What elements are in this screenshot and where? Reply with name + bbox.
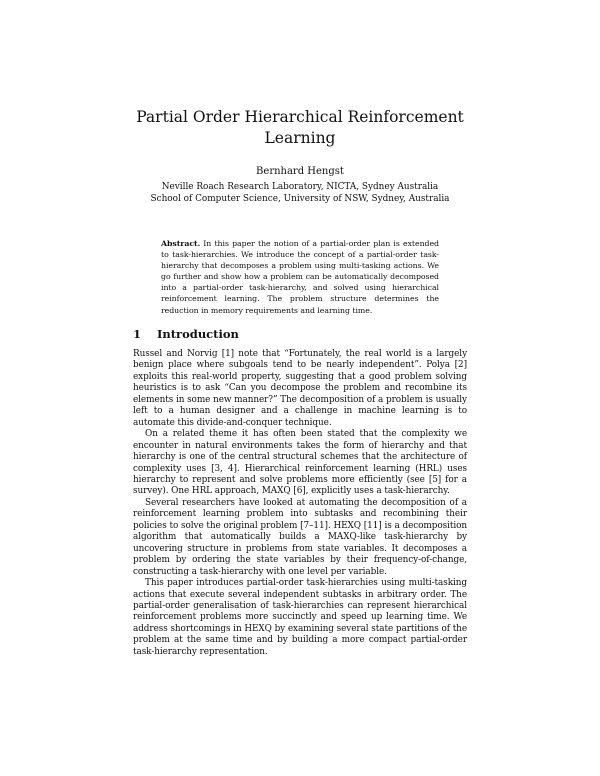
section-heading bbox=[133, 327, 239, 341]
paper-title: Partial Order Hierarchical Reinforcement Learning bbox=[136, 108, 464, 147]
affiliation-line: Neville Roach Research Laboratory, NICTA, Sydney Australia bbox=[161, 182, 439, 192]
section-number: 1 bbox=[133, 327, 142, 341]
abstract-text: In this paper the notion of a partial-order plan is extended to task-hierarchies. We introduce the concept of a partial-order task-hierarchy that decomposes a problem using multi-tasking actions. We go further and show how a problem can be automatically decomposed into a partial-order task-hierarchy, and solved using hierarchical reinforcement learning. The problem structure determines the reduction in memory requirements and learning time. bbox=[161, 239, 439, 315]
abstract bbox=[161, 238, 439, 316]
body-paragraph: On a related theme it has often been stated that the complexity we encounter in natural environments takes the form of hierarchy and that hierarchy is one of the central structural schemes that the architecture of complexity uses [3, 4]. Hierarchical reinforcement learning (HRL) uses hierarchy to represent and solve problems more efficiently (see [5] for a survey). One HRL approach, MAXQ [6], explicitly uses a task-hierarchy. bbox=[133, 429, 467, 497]
section-title: Introduction bbox=[157, 327, 239, 341]
affiliations bbox=[120, 181, 480, 205]
section-body bbox=[133, 349, 467, 658]
body-paragraph: Several researchers have looked at automating the decomposition of a reinforcement learning problem into subtasks and recombining their policies to solve the original problem [7–11]. HEXQ [11] is a decomposition algorithm that automatically builds a MAXQ-like task-hierarchy by uncovering structure in problems from state variables. It decomposes a problem by ordering the state variables by their frequency-of-change, constructing a task-hierarchy with one level per variable. bbox=[133, 497, 467, 577]
body-paragraph: This paper introduces partial-order task-hierarchies using multi-tasking actions that execute several independent subtasks in arbitrary order. The partial-order generalisation of task-hierarchies can represent hierarchical reinforcement problems more succinctly and speed up learning time. We address shortcomings in HEXQ by examining several state partitions of the problem at the same time and by building a more compact partial-order task-hierarchy representation. bbox=[133, 578, 467, 657]
author-name: Bernhard Hengst bbox=[256, 166, 344, 177]
affiliation-line: School of Computer Science, University of NSW, Sydney, Australia bbox=[150, 194, 450, 205]
abstract-label: Abstract. bbox=[161, 239, 201, 248]
body-paragraph: Russel and Norvig [1] note that “Fortunately, the real world is a largely benign place where subgoals tend to be nearly independent”. Polya [2] exploits this real-world property, suggesting that a good problem solving heuristics is to ask “Can you decompose the problem and recombine its elements in some new manner?” The decomposition of a problem is usually left to a human designer and a challenge in machine learning is to automate this divide-and-conquer technique. bbox=[133, 349, 467, 428]
